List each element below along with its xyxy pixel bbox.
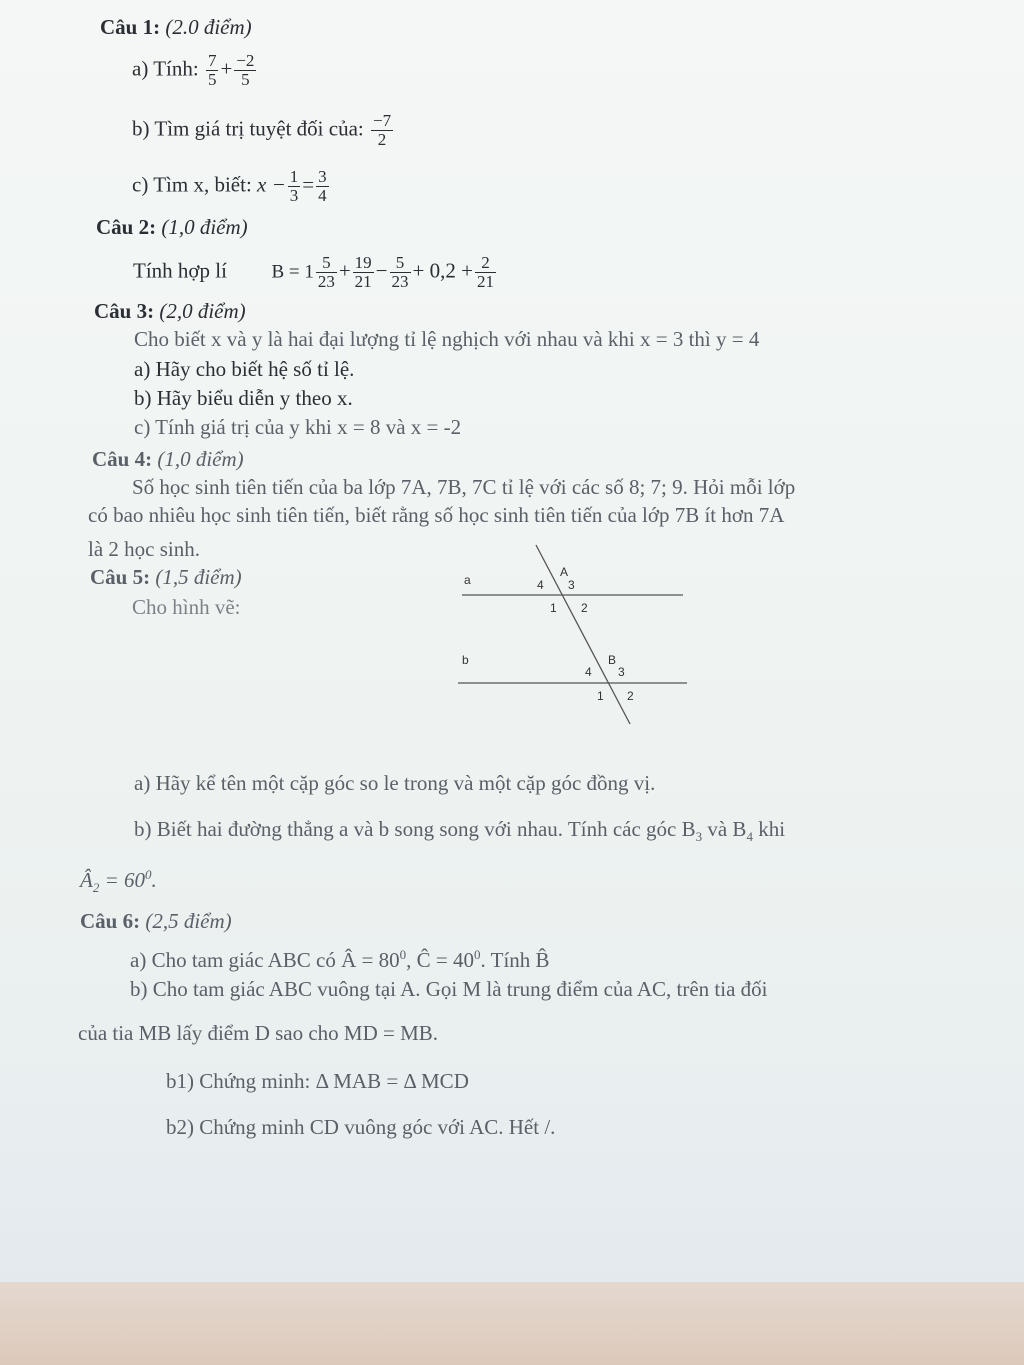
fraction: $\frac{5}{23}$ <box>391 253 409 291</box>
q6-part-b1: b1) Chứng minh: Δ MAB = Δ MCD <box>166 1069 469 1093</box>
fraction: $\frac{19}{21}$ <box>354 253 372 291</box>
label-a1: 1 <box>550 601 557 615</box>
q4-line-2: có bao nhiêu học sinh tiên tiến, biết rằng số học sinh tiên tiến của lớp 7B ít hơn 7A <box>88 503 785 527</box>
q6-heading: Câu 6: (2,5 điểm) <box>80 909 232 933</box>
q3-part-c: c) Tính giá trị của y khi x = 8 và x = -2 <box>134 415 462 439</box>
fraction: $\frac{5}{23}$ <box>317 253 335 291</box>
q6-part-b-line-1: b) Cho tam giác ABC vuông tại A. Gọi M là trung điểm của AC, trên tia đối <box>130 977 768 1001</box>
q5-intro: Cho hình vẽ: <box>132 595 241 619</box>
q1-part-a: a) Tính: $\frac{7}{5}$ + $\frac{-2}{5}$ <box>132 51 255 89</box>
fraction: $\frac{3}{4}$ <box>318 167 327 205</box>
q6-part-b-line-2: của tia MB lấy điểm D sao cho MD = MB. <box>78 1021 439 1045</box>
q2-heading: Câu 2: (1,0 điểm) <box>96 215 248 239</box>
label-a3: 3 <box>568 578 575 592</box>
label-b2: 2 <box>627 689 634 703</box>
label-b4: 4 <box>585 665 592 679</box>
q1-part-c: c) Tìm x, biết: x − $\frac{1}{3}$ = $\frac{3}{4}$ <box>132 167 327 205</box>
transversal <box>536 545 630 724</box>
desk-surface <box>0 1282 1024 1365</box>
label-point-a: A <box>560 565 569 579</box>
q1-part-b: b) Tìm giá trị tuyệt đối của: $\frac{-7}{2}$ <box>132 111 392 149</box>
fraction: $\frac{2}{21}$ <box>476 253 494 291</box>
q4-line-1: Số học sinh tiên tiến của ba lớp 7A, 7B, 7C tỉ lệ với các số 8; 7; 9. Hỏi mỗi lớp <box>132 475 796 499</box>
fraction: $\frac{-7}{2}$ <box>373 111 392 149</box>
q3-part-a: a) Hãy cho biết hệ số tỉ lệ. <box>134 357 355 381</box>
q3-part-b: b) Hãy biểu diễn y theo x. <box>134 386 353 410</box>
q4-heading: Câu 4: (1,0 điểm) <box>92 447 244 471</box>
label-line-a: a <box>464 573 471 587</box>
fraction: $\frac{7}{5}$ <box>207 51 217 89</box>
fraction: $\frac{1}{3}$ <box>289 167 299 205</box>
q1-heading: Câu 1: (2.0 điểm) <box>100 15 252 39</box>
parallel-lines-figure <box>450 540 700 730</box>
label-point-b: B <box>608 653 617 667</box>
label-a2: 2 <box>581 601 588 615</box>
q5-heading: Câu 5: (1,5 điểm) <box>90 565 242 589</box>
q6-part-a: a) Cho tam giác ABC có Â = $80^0$, Ĉ = $40^0$. Tính B̂ <box>130 947 550 972</box>
label-b3: 3 <box>618 665 625 679</box>
q5-part-a: a) Hãy kể tên một cặp góc so le trong và một cặp góc đồng vị. <box>134 771 656 795</box>
q3-intro: Cho biết x và y là hai đại lượng tỉ lệ nghịch với nhau và khi x = 3 thì y = 4 <box>134 327 760 351</box>
label-line-b: b <box>462 653 469 667</box>
label-a4: 4 <box>537 578 544 592</box>
q5-part-b: b) Biết hai đường thẳng a và b song song với nhau. Tính các góc $B_3$ và $B_4$ khi <box>134 817 786 845</box>
q5-part-b-condition: $Â_2 = 60^0$. <box>80 867 157 896</box>
fraction: $\frac{-2}{5}$ <box>236 51 255 89</box>
q4-line-3: là 2 học sinh. <box>88 537 200 561</box>
q6-part-b2: b2) Chứng minh CD vuông góc với AC. Hết /. <box>166 1115 556 1139</box>
label-b1: 1 <box>597 689 604 703</box>
q3-heading: Câu 3: (2,0 điểm) <box>94 299 246 323</box>
q2-expression: Tính hợp lí B = 1 $\frac{5}{23}$ + $\frac{19}{21}$ − $\frac{5}{23}$ + 0,2 + $\frac{2}{21}$ <box>133 253 494 291</box>
